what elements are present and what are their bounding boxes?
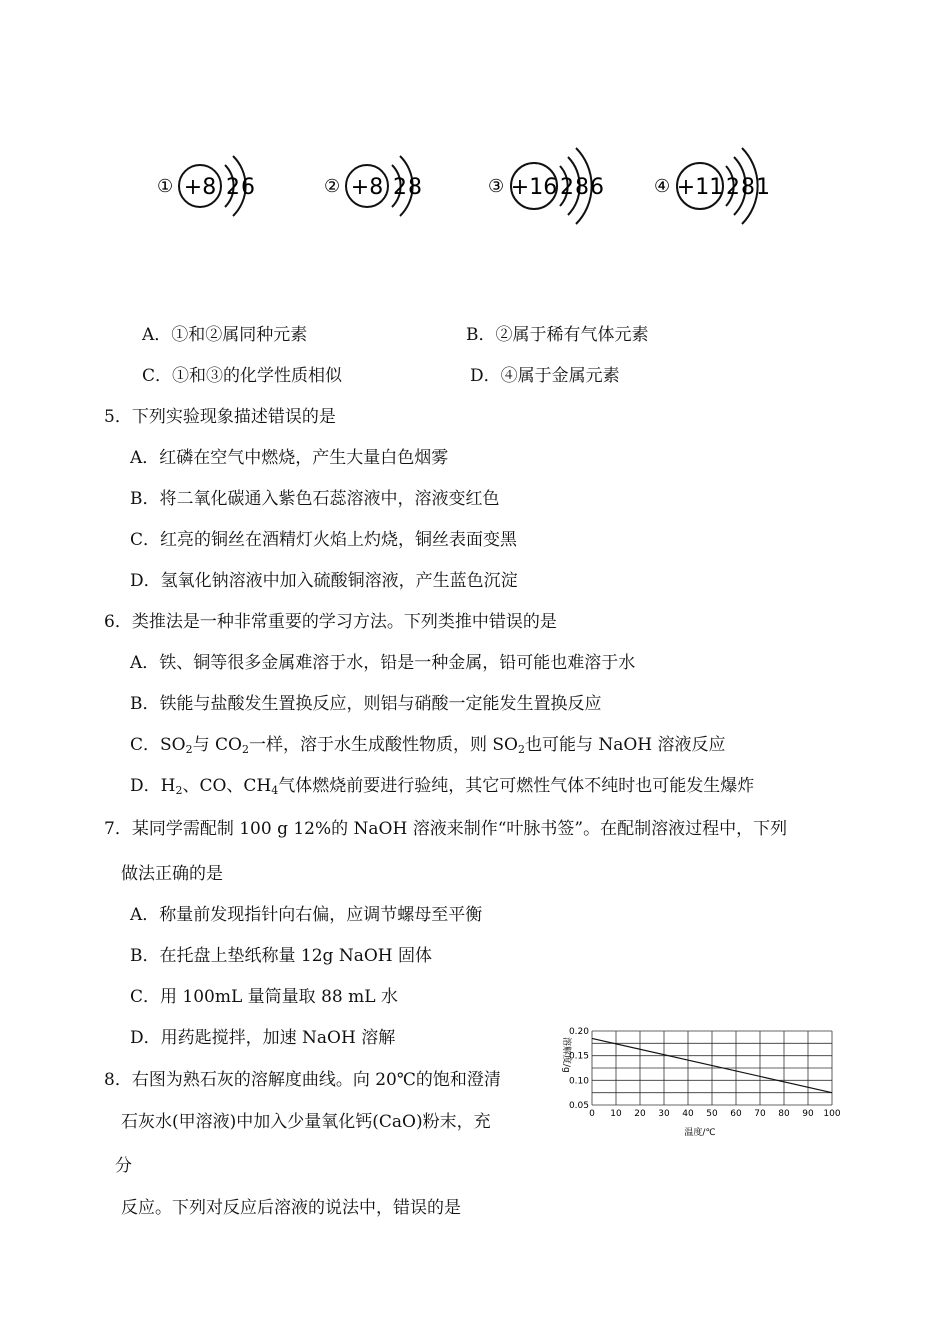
q7-option-c: C．用 100mL 量筒量取 88 mL 水	[130, 987, 398, 1007]
chart-grid	[592, 1031, 832, 1105]
atom-diagram-1	[155, 130, 275, 244]
atom-index: ④	[654, 176, 671, 197]
x-tick-label: 0	[589, 1109, 595, 1119]
x-tick-label: 60	[730, 1109, 742, 1119]
q4-option-b: B．②属于稀有气体元素	[466, 325, 649, 345]
q4-option-a: A．①和②属同种元素	[142, 325, 308, 345]
atom-index: ②	[324, 176, 341, 197]
nucleus-charge: +8	[183, 175, 217, 200]
solubility-chart-svg	[558, 1025, 848, 1140]
atom-structure-diagrams	[0, 130, 950, 240]
shell-electrons: 6	[590, 175, 604, 200]
solubility-chart	[558, 1025, 848, 1140]
x-axis-label: 温度/℃	[684, 1128, 716, 1138]
q7-option-a: A．称量前发现指针向右偏，应调节螺母至平衡	[130, 905, 483, 925]
q6-option-c: C．$SO_2$与 $CO_2$一样，溶于水生成酸性物质，则 $SO_2$也可能与 NaOH 溶液反应	[130, 735, 726, 756]
q7-option-d: D．用药匙搅拌，加速 NaOH 溶解	[130, 1028, 396, 1048]
atom-diagram-3	[486, 130, 616, 244]
q7-option-b: B．在托盘上垫纸称量 12g NaOH 固体	[130, 946, 432, 966]
shell-electrons: 1	[756, 175, 770, 200]
x-tick-label: 50	[706, 1109, 718, 1119]
q6-option-d: D．$H_2$、CO、$CH_4$气体燃烧前要进行验纯，其它可燃性气体不纯时也可能发生爆炸	[130, 776, 755, 797]
q6-stem: 6．类推法是一种非常重要的学习方法。下列类推中错误的是	[104, 612, 557, 632]
q7-stem-line-1: 7．某同学需配制 100 g 12%的 NaOH 溶液来制作“叶脉书签”。在配制溶液过程中，下列	[104, 819, 788, 839]
q8-line-4: 反应。下列对反应后溶液的说法中，错误的是	[121, 1198, 461, 1218]
nucleus-charge: +11	[676, 175, 724, 200]
shell-electrons: 2	[226, 175, 240, 200]
x-tick-label: 80	[778, 1109, 790, 1119]
y-tick-label: 0.20	[568, 1027, 589, 1037]
shell-electrons: 2	[726, 175, 740, 200]
x-tick-label: 30	[658, 1109, 670, 1119]
q5-stem: 5．下列实验现象描述错误的是	[104, 407, 336, 427]
shell-electrons: 8	[408, 175, 422, 200]
y-axis-label: 溶解度/g	[561, 1037, 571, 1073]
q5-option-a: A．红磷在空气中燃烧，产生大量白色烟雾	[130, 448, 449, 468]
x-tick-label: 20	[634, 1109, 646, 1119]
x-tick-label: 90	[802, 1109, 814, 1119]
nucleus-charge: +8	[350, 175, 384, 200]
q4-option-c: C．①和③的化学性质相似	[142, 366, 343, 386]
shell-electrons: 8	[575, 175, 589, 200]
shell-electrons: 2	[393, 175, 407, 200]
q8-line-2: 石灰水(甲溶液)中加入少量氧化钙(CaO)粉末，充	[121, 1112, 491, 1132]
q5-option-c: C．红亮的铜丝在酒精灯火焰上灼烧，铜丝表面变黑	[130, 530, 518, 550]
atom-diagram-2	[322, 130, 442, 244]
shell-electrons: 6	[241, 175, 255, 200]
q5-option-d: D．氢氧化钠溶液中加入硫酸铜溶液，产生蓝色沉淀	[130, 571, 518, 591]
x-tick-label: 10	[610, 1109, 622, 1119]
shell-electrons: 2	[560, 175, 574, 200]
x-tick-label: 70	[754, 1109, 766, 1119]
q8-line-1: 8．右图为熟石灰的溶解度曲线。向 20℃的饱和澄清	[104, 1070, 501, 1090]
y-tick-label: 0.15	[568, 1051, 589, 1062]
q4-option-d: D．④属于金属元素	[470, 366, 620, 386]
atom-index: ③	[488, 176, 505, 197]
y-tick-label: 0.05	[568, 1101, 589, 1111]
q7-stem-line-2: 做法正确的是	[121, 864, 223, 884]
y-tick-label: 0.10	[568, 1076, 589, 1087]
x-tick-label: 100	[823, 1109, 841, 1119]
q6-option-b: B．铁能与盐酸发生置换反应，则铝与硝酸一定能发生置换反应	[130, 694, 602, 714]
x-tick-label: 40	[682, 1109, 694, 1119]
q5-option-b: B．将二氧化碳通入紫色石蕊溶液中，溶液变红色	[130, 489, 500, 509]
q6-option-a: A．铁、铜等很多金属难溶于水，铅是一种金属，铅可能也难溶于水	[130, 653, 636, 673]
q8-line-3: 分	[115, 1156, 132, 1176]
atom-index: ①	[157, 176, 174, 197]
shell-electrons: 8	[741, 175, 755, 200]
atom-diagram-4	[652, 130, 782, 244]
nucleus-charge: +16	[510, 175, 558, 200]
